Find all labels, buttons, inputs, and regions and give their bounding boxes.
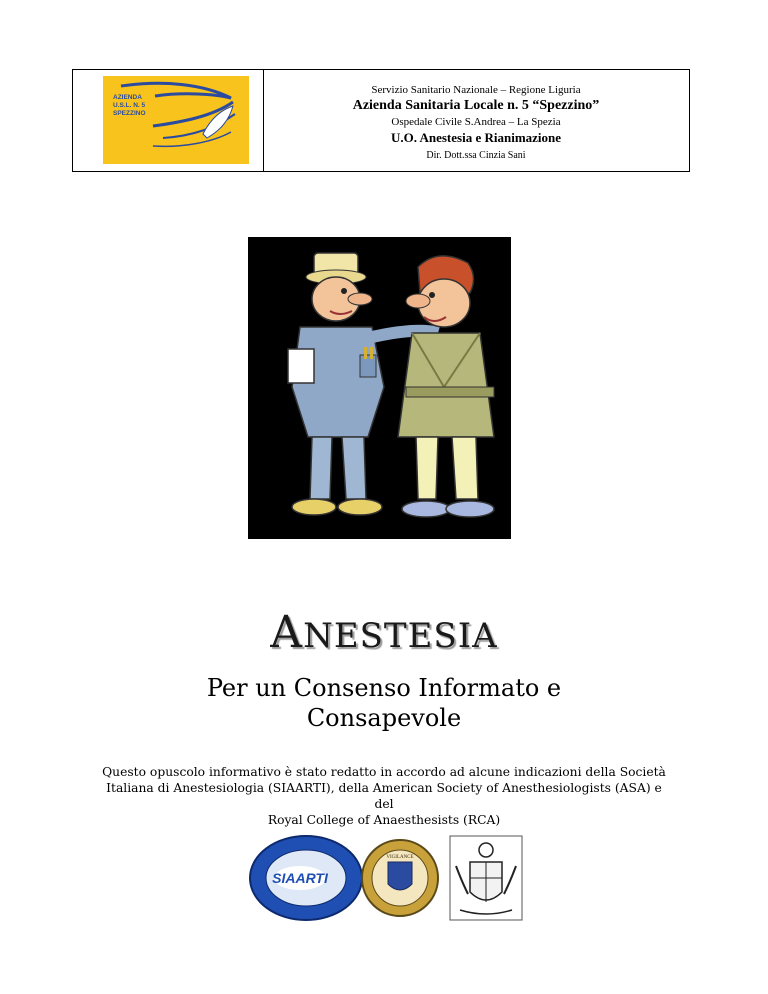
siaarti-emblem (250, 836, 362, 920)
header-hospital: Ospedale Civile S.Andrea – La Spezia (391, 116, 561, 128)
doctor-patient-illustration (248, 237, 511, 539)
page-title-rest: NESTESIA (303, 616, 498, 656)
header-director: Dir. Dott.ssa Cinzia Sani (426, 150, 526, 161)
intro-paragraph (100, 764, 668, 828)
logo-cell (73, 70, 264, 171)
asl-logo (103, 76, 249, 164)
subtitle-line: Consapevole (306, 704, 462, 732)
doctor-patient-graphic (248, 237, 511, 539)
society-emblems (248, 832, 528, 924)
page-title (0, 607, 768, 658)
rca-coat-of-arms (450, 836, 522, 920)
page-title-initial: A (270, 607, 304, 658)
asl-logo-graphic (103, 76, 249, 164)
page-subtitle (0, 673, 768, 733)
siaarti-label: SIAARTI (272, 870, 328, 886)
header-national-service: Servizio Sanitario Nazionale – Regione Liguria (371, 84, 581, 96)
society-emblems-graphic (248, 832, 528, 924)
asa-seal (362, 840, 438, 916)
asa-seal-motto: VIGILANCE (386, 855, 414, 860)
logo-wordmark-line: U.S.L. N. 5 (113, 102, 146, 109)
header-unit: U.O. Anestesia e Rianimazione (390, 130, 562, 145)
logo-wordmark (113, 94, 146, 118)
logo-wordmark-line: SPEZZINO (113, 110, 146, 117)
header-agency-name: Azienda Sanitaria Locale n. 5 “Spezzino” (352, 98, 600, 113)
header-box (72, 69, 690, 172)
subtitle-line: Per un Consenso Informato e (206, 674, 562, 702)
intro-line: Royal College of Anaesthesists (RCA) (267, 813, 501, 827)
intro-line: Questo opuscolo informativo è stato redatto in accordo ad alcune indicazioni della Società (102, 765, 666, 779)
logo-wordmark-line: AZIENDA (113, 94, 142, 101)
intro-line: Italiana di Anestesiologia (SIAARTI), della American Society of Anesthesiologists (ASA) e del (106, 781, 662, 811)
